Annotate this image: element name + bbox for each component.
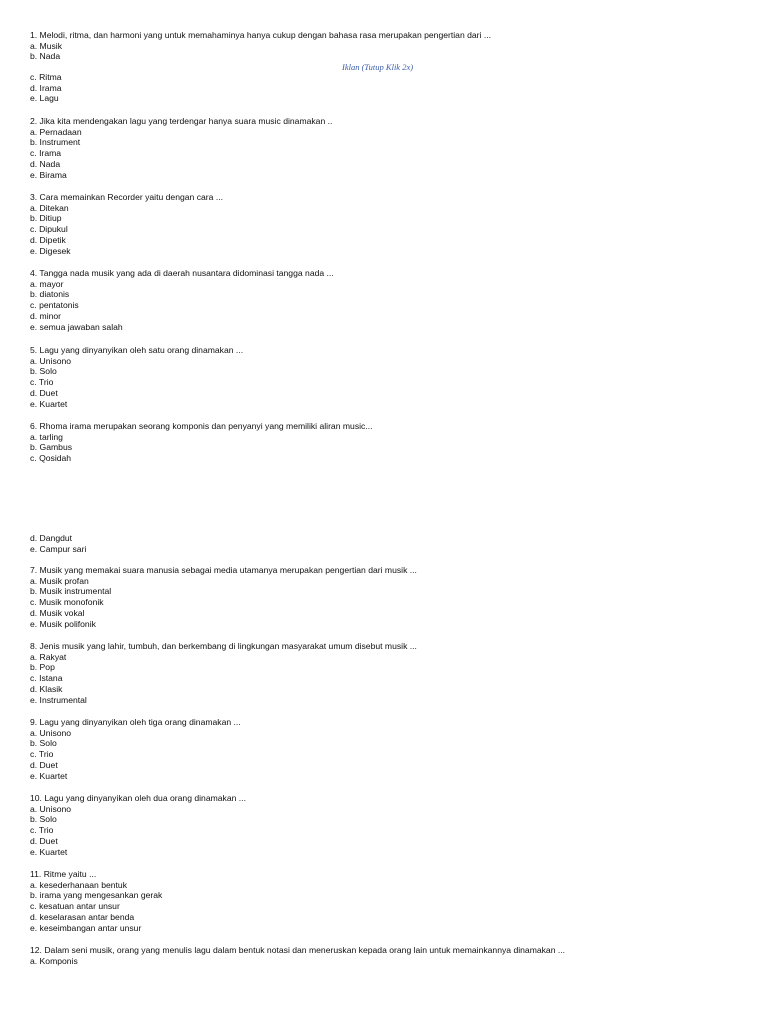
option-e: e. keseimbangan antar unsur <box>30 922 142 933</box>
option-a: a. Unisono <box>30 355 72 366</box>
option-c: c. Qosidah <box>30 453 72 464</box>
option-c: c. kesatuan antar unsur <box>30 901 120 912</box>
question-text: 3. Cara memainkan Recorder yaitu dengan cara ... <box>30 192 223 202</box>
option-c: c. Trio <box>30 825 54 836</box>
question-text: 10. Lagu yang dinyanyikan oleh dua orang dinamakan ... <box>30 793 246 803</box>
option-d: d. Duet <box>30 759 58 770</box>
option-a: a. tarling <box>30 431 63 442</box>
option-d: d. Duet <box>30 387 58 398</box>
question-text: 2. Jika kita mendengakan lagu yang terdengar hanya suara music dinamakan .. <box>30 116 333 126</box>
option-e: e. Kuartet <box>30 846 68 857</box>
question-text: 5. Lagu yang dinyanyikan oleh satu orang dinamakan ... <box>30 345 244 355</box>
question-text: 6. Rhoma irama merupakan seorang komponis dan penyanyi yang memiliki aliran music... <box>30 421 373 431</box>
option-a: a. Musik profan <box>30 575 89 586</box>
question-text: 8. Jenis musik yang lahir, tumbuh, dan berkembang di lingkungan masyarakat umum disebut musik ... <box>30 641 417 651</box>
option-b: b. Pop <box>30 662 55 673</box>
option-a: a. Musik <box>30 40 62 51</box>
question-text: 1. Melodi, ritma, dan harmoni yang untuk memahaminya hanya cukup dengan bahasa rasa merupakan pengertian dari ... <box>30 30 491 40</box>
option-c: c. pentatonis <box>30 300 79 311</box>
option-b: b. Gambus <box>30 442 73 453</box>
option-e: e. Campur sari <box>30 543 87 554</box>
option-b: b. diatonis <box>30 289 70 300</box>
option-c: c. Dipukul <box>30 224 68 235</box>
question-1-continued <box>30 72 750 104</box>
option-e: e. Kuartet <box>30 770 68 781</box>
question-3 <box>30 192 750 256</box>
option-b: b. irama yang mengesankan gerak <box>30 890 163 901</box>
question-4 <box>30 268 750 332</box>
option-a: a. mayor <box>30 278 64 289</box>
option-c: c. Trio <box>30 749 54 760</box>
question-2 <box>30 116 750 180</box>
option-c: c. Trio <box>30 377 54 388</box>
question-text: 9. Lagu yang dinyanyikan oleh tiga orang dinamakan ... <box>30 717 241 727</box>
question-1 <box>30 30 750 62</box>
option-c: c. Istana <box>30 673 63 684</box>
option-c: c. Irama <box>30 148 62 159</box>
option-e: e. Digesek <box>30 245 71 256</box>
option-d: d. Dangdut <box>30 533 73 543</box>
option-e: e. Lagu <box>30 93 59 104</box>
option-a: a. Rakyat <box>30 651 67 662</box>
option-b: b. Solo <box>30 814 57 825</box>
option-b: b. Nada <box>30 51 61 62</box>
option-a: a. kesederhanaan bentuk <box>30 879 127 890</box>
question-text: 11. Ritme yaitu ... <box>30 869 97 879</box>
question-12 <box>30 945 750 966</box>
option-d: d. Duet <box>30 835 58 846</box>
question-11 <box>30 869 750 933</box>
question-text: 7. Musik yang memakai suara manusia sebagai media utamanya merupakan pengertian dari musik ... <box>30 565 417 575</box>
option-e: e. Kuartet <box>30 398 68 409</box>
option-c: c. Ritma <box>30 72 62 82</box>
ad-close-link[interactable]: Iklan (Tutup Klik 2x) <box>342 62 414 72</box>
question-10 <box>30 793 750 857</box>
option-a: a. Komponis <box>30 955 78 966</box>
question-5 <box>30 345 750 409</box>
option-b: b. Ditiup <box>30 213 62 224</box>
question-7 <box>30 565 750 629</box>
option-d: d. Nada <box>30 158 61 169</box>
option-e: e. Instrumental <box>30 694 87 705</box>
option-b: b. Solo <box>30 366 57 377</box>
question-9 <box>30 717 750 781</box>
option-d: d. Musik vokal <box>30 607 85 618</box>
option-c: c. Musik monofonik <box>30 597 104 608</box>
option-d: d. keselarasan antar benda <box>30 911 135 922</box>
option-a: a. Pernadaan <box>30 126 82 137</box>
option-b: b. Instrument <box>30 137 81 148</box>
option-d: d. Irama <box>30 82 62 93</box>
option-a: a. Unisono <box>30 803 72 814</box>
question-text: 12. Dalam seni musik, orang yang menulis lagu dalam bentuk notasi dan meneruskan kepada orang lain untuk memainkannya dinamakan ... <box>30 945 566 955</box>
option-e: e. Birama <box>30 169 67 180</box>
question-text: 4. Tangga nada musik yang ada di daerah nusantara didominasi tangga nada ... <box>30 268 334 278</box>
option-a: a. Ditekan <box>30 202 69 213</box>
question-6-continued <box>30 533 750 554</box>
option-e: e. semua jawaban salah <box>30 321 123 332</box>
option-e: e. Musik polifonik <box>30 618 96 629</box>
option-b: b. Solo <box>30 738 57 749</box>
option-d: d. Klasik <box>30 683 63 694</box>
question-6 <box>30 421 750 464</box>
question-8 <box>30 641 750 705</box>
option-d: d. minor <box>30 310 62 321</box>
option-d: d. Dipetik <box>30 234 66 245</box>
option-b: b. Musik instrumental <box>30 586 112 597</box>
option-a: a. Unisono <box>30 727 72 738</box>
